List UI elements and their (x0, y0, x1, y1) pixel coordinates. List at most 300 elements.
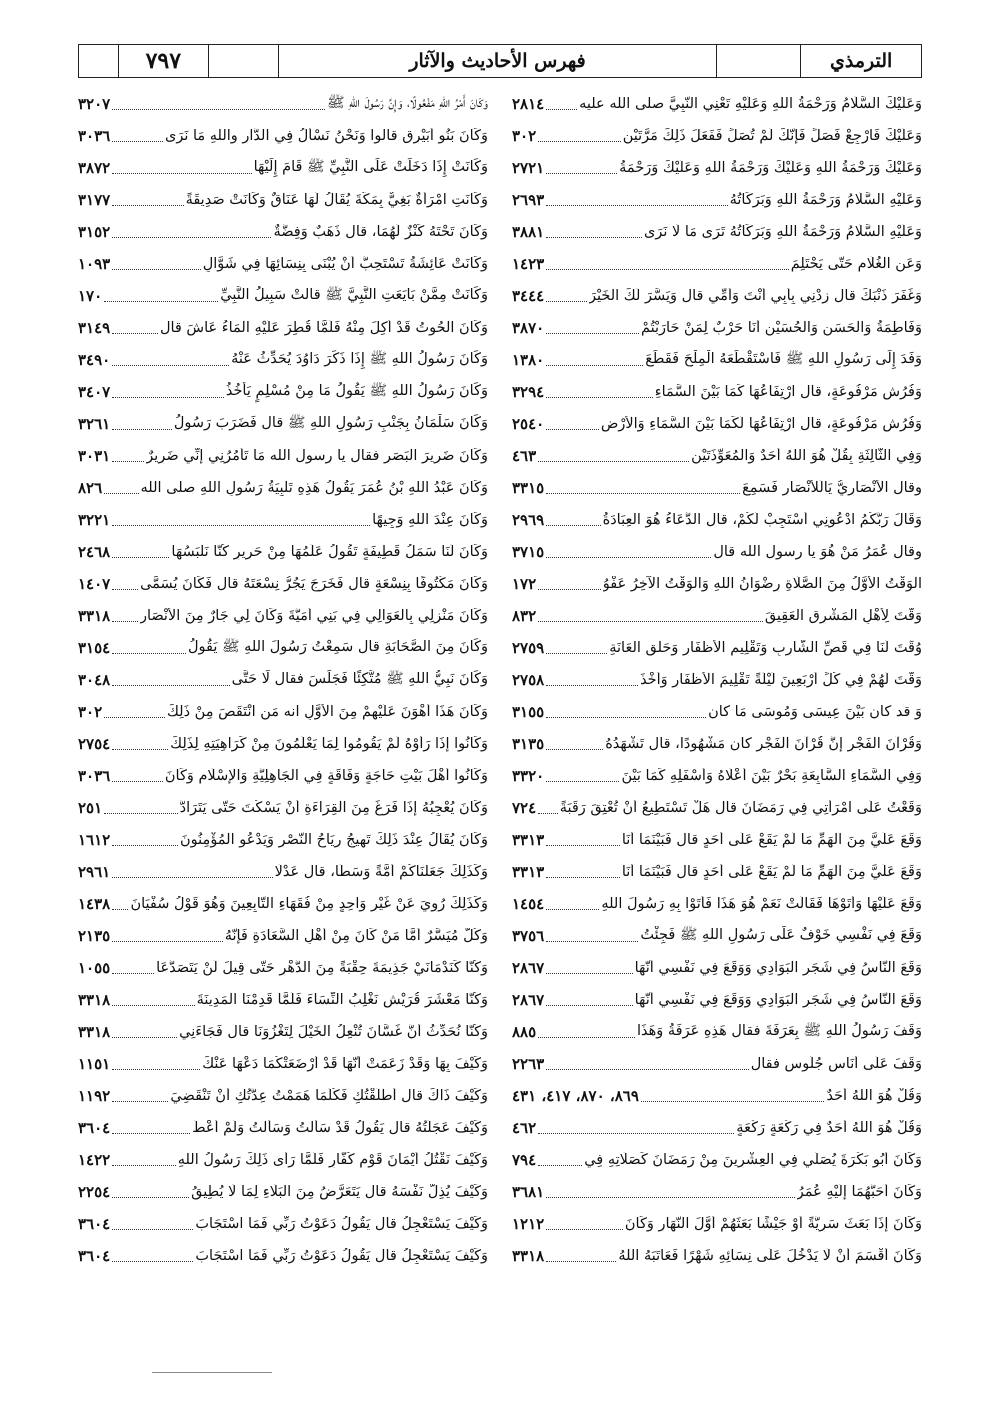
entry-text: وَكَانَ مَنْزِلِي بِالْعَوَالِي فِي بَنِي أُمَيَّةَ وَكَانَ لِي جَارٌ مِنَ الْأَنْصَارِ (139, 608, 488, 624)
index-entry (78, 792, 488, 824)
leader-dots (546, 845, 620, 846)
index-entry (78, 152, 488, 184)
entry-number: ١٤٠٧ (78, 575, 111, 593)
index-entry (512, 600, 922, 632)
leader-dots (112, 589, 138, 590)
entry-number: ١٤٢٢ (78, 1151, 111, 1169)
leader-dots (538, 813, 558, 814)
entry-number: ٢٩٦١ (78, 863, 111, 881)
leader-dots (112, 365, 229, 366)
entry-text: وَكَانَ أَحَبَّهُمَا إِلَيْهِ عُمَرُ (796, 1184, 922, 1200)
index-entry (512, 856, 922, 888)
index-entry (512, 440, 922, 472)
entry-number: ٢٢٦٣ (512, 1055, 545, 1073)
index-entry (512, 792, 922, 824)
index-entry (78, 1144, 488, 1176)
index-entry (78, 824, 488, 856)
header-blank-cell (79, 45, 119, 77)
entry-number: ٤٦٣ (512, 447, 537, 465)
entry-text: وَكَيْفَ بِهَا وَقَدْ زَعَمَتْ أَنَّهَا قَدْ أَرْضَعَتْكُمَا دَعْهَا عَنْكَ (202, 1056, 488, 1072)
index-entry (512, 472, 922, 504)
entry-number: ١٤٥٤ (512, 895, 545, 913)
index-entry (78, 120, 488, 152)
entry-text: وَكَانُوا أَهْلَ بَيْتِ حَاجَةٍ وَفَاقَةٍ فِي الْجَاهِلِيَّةِ وَالْإِسْلَامِ وَكَانَ (164, 768, 488, 784)
entry-text: وَكَانَتْ عَائِشَةُ تَسْتَحِبُّ أَنْ يُبْنَى بِنِسَائِهَا فِي شَوَّالٍ (202, 256, 488, 272)
entry-number: ٣٧١٥ (512, 543, 545, 561)
leader-dots (112, 653, 186, 654)
entry-text: وَكَانَ أَمْرُ اللهِ مَفْعُولًا، وَإِنَّ رَسُولَ اللهِ ﷺ (326, 94, 488, 111)
entry-number: ٣١٤٩ (78, 319, 111, 337)
entry-text: وَفُرُشٍ مَرْفُوعَةٍ، قال ارْتِفَاعُهَا لَكَمَا بَيْنَ السَّمَاءِ وَالْأَرْضِ (600, 416, 922, 432)
leader-dots (104, 717, 165, 718)
entry-number: ٣١٧٧ (78, 191, 111, 209)
entry-number: ٨٣٢ (512, 607, 537, 625)
leader-dots (538, 1165, 582, 1166)
leader-dots (112, 1101, 168, 1102)
entry-text: وَكُنَّا مَعْشَرَ قُرَيْشٍ نَغْلِبُ النِّسَاءَ فَلَمَّا قَدِمْنَا الْمَدِينَةَ (196, 992, 488, 1008)
entry-number: ٣١٥٢ (78, 223, 111, 241)
entry-number: ٣٤٤٤ (512, 287, 545, 305)
leader-dots (538, 141, 621, 142)
index-entry (512, 1048, 922, 1080)
entry-text: وَكُنَّا كَنَدْمَانَيْ جَذِيمَةَ حِقْبَةً مِنَ الدَّهْرِ حَتَّى قِيلَ لَنْ يَتَصَدَّعَا (156, 960, 488, 976)
index-entry (78, 664, 488, 696)
entry-number: ٢٧٥٩ (512, 639, 545, 657)
entry-text: وَكَانَ رَسُولُ اللهِ ﷺ إِذَا ذَكَرَ دَاوُدَ يُحَدِّثُ عَنْهُ (231, 350, 488, 367)
leader-dots (104, 493, 138, 494)
index-entry (512, 1176, 922, 1208)
leader-dots (546, 1069, 748, 1070)
entry-number: ٢٤٦٨ (78, 543, 111, 561)
leader-dots (546, 909, 599, 910)
entry-text: وَقَعَ عَلَيْهَا وَأَتَوْهَا فَقَالَتْ نَعَمْ هُوَ هَذَا فَأَتَوْا بِهِ رَسُولَ اللهِ (601, 896, 922, 912)
leader-dots (538, 621, 763, 622)
entry-text: وَعَنِ الْغُلَامِ حَتَّى يَحْتَلِمَ (790, 256, 922, 272)
leader-dots (546, 173, 617, 174)
entry-text: وَعَلَيْكَ فَارْجِعْ فَصَلِّ فَإِنَّكَ لَمْ تُصَلِّ فَفَعَلَ ذَلِكَ مَرَّتَيْنِ (622, 128, 922, 144)
leader-dots (546, 333, 639, 334)
index-entry (512, 312, 922, 344)
index-entry (78, 600, 488, 632)
index-entry (78, 1240, 488, 1272)
leader-dots (112, 269, 200, 270)
entry-number: ٣٠٤٨ (78, 671, 111, 689)
entry-number: ٢٨٦٧ (512, 991, 545, 1009)
entry-text: وَعَلَيْهِ السَّلَامُ وَرَحْمَةُ اللهِ وَبَرَكَاتُهُ (729, 192, 922, 208)
entry-number: ٣٣١٨ (78, 991, 111, 1009)
entry-number: ٣٤٠٧ (78, 383, 111, 401)
leader-dots (112, 845, 178, 846)
entry-number: ٧٩٤ (512, 1151, 537, 1169)
entry-number: ٣٣١٨ (512, 1247, 545, 1265)
leader-dots (112, 1133, 190, 1134)
index-entry (78, 408, 488, 440)
entry-text: وَقَعَ عَلَيَّ مِنَ الْهَمِّ مَا لَمْ يَقَعْ عَلَى أَحَدٍ قال فَبَيْنَمَا أَنَا (621, 832, 922, 848)
entry-number: ٢٧٢١ (512, 159, 545, 177)
entry-text: وَكَانَ نَبِيُّ اللهِ ﷺ مُتَّكِئًا فَجَلَسَ فقال لَا حَتَّى (231, 670, 488, 687)
right-column (500, 88, 922, 1348)
entry-number: ١١٥١ (78, 1055, 111, 1073)
entry-number: ٣٣٢٠ (512, 767, 545, 785)
entry-text: وقال عُمَرُ مَنْ هُوَ يا رسول الله قال (713, 544, 922, 560)
entry-number: ٣٣١٣ (512, 863, 545, 881)
entry-text: وَقَعَ فِي نَفْسِي خَوْفٌ عَلَى رَسُولِ اللهِ ﷺ فَجِئْتُ (640, 926, 922, 943)
index-entry (78, 952, 488, 984)
index-entry (78, 760, 488, 792)
leader-dots (546, 109, 577, 110)
leader-dots (538, 1037, 635, 1038)
entry-number: ٣٧٥٦ (512, 927, 545, 945)
footer-rule (152, 1372, 272, 1373)
entry-number: ٣٠٢ (78, 703, 103, 721)
leader-dots (546, 557, 711, 558)
left-column (78, 88, 500, 1348)
entry-number: ١٧٠ (78, 287, 103, 305)
index-entry (78, 1080, 488, 1112)
index-entry (78, 88, 488, 120)
entry-number: ٢٢٥٤ (78, 1183, 111, 1201)
entry-text: وَكَانَ مِنَ الصَّحَابَةِ قال سَمِعْتُ رَسُولَ اللهِ ﷺ يَقُولُ (187, 638, 488, 655)
entry-number: ١٠٩٣ (78, 255, 111, 273)
entry-text: وَقَعَ النَّاسُ فِي شَجَرِ الْبَوَادِي وَوَقَعَ فِي نَفْسِي أَنَّهَا (634, 992, 922, 1008)
index-entry (78, 984, 488, 1016)
leader-dots (112, 1229, 193, 1230)
index-entry (78, 440, 488, 472)
leader-dots (112, 1069, 200, 1070)
leader-dots (538, 461, 689, 462)
leader-dots (112, 237, 271, 238)
entry-text: وَكُلٌّ مُيَسَّرٌ أَمَّا مَنْ كَانَ مِنْ أَهْلِ السَّعَادَةِ فَإِنَّهُ (224, 928, 488, 944)
entry-text: وَعَلَيْهِ السَّلَامُ وَرَحْمَةُ اللهِ وَبَرَكَاتُهُ تَرَى مَا لَا نَرَى (643, 224, 922, 240)
leader-dots (546, 1261, 616, 1262)
leader-dots (112, 397, 224, 398)
index-entry (512, 344, 922, 376)
entry-text: وَكَذَلِكَ جَعَلْنَاكُمْ أُمَّةً وَسَطًا، قال عَدْلًا (274, 864, 488, 880)
leader-dots (112, 749, 168, 750)
entry-number: ٣٨٧٠ (512, 319, 545, 337)
entry-text: وَقَّتَ لَهُمْ فِي كُلِّ أَرْبَعِينَ لَيْلَةً تَقْلِيمَ الْأَظْفَارِ وَأَخْذَ (640, 672, 922, 688)
entry-number: ٢٩٦٩ (512, 511, 545, 529)
index-entry (512, 952, 922, 984)
entry-number: ٣٤٩٠ (78, 351, 111, 369)
book-name: الترمذي (829, 50, 893, 72)
entry-number: ٨٦٩، ٨٧٠، ٤١٧، ٤٣١ (512, 1087, 639, 1105)
entry-text: وَكَانَ سَلْمَانُ بِجَنْبِ رَسُولِ اللهِ ﷺ قال فَضَرَبَ رَسُولُ (173, 414, 488, 431)
entry-number: ٣٢٩٤ (512, 383, 545, 401)
leader-dots (104, 301, 218, 302)
entry-text: وَكَانَ الْحُوتُ قَدْ أُكِلَ مِنْهُ فَلَمَّا قُطِرَ عَلَيْهِ الْمَاءُ عَاشَ قال (159, 320, 488, 336)
leader-dots (546, 301, 587, 302)
index-entry (78, 920, 488, 952)
index-entry (78, 504, 488, 536)
leader-dots (546, 749, 603, 750)
leader-dots (546, 1229, 623, 1230)
entry-number: ١٠٥٥ (78, 959, 111, 977)
leader-dots (112, 429, 172, 430)
index-entry (512, 1080, 922, 1112)
entry-number: ٣٨٧٢ (78, 159, 111, 177)
entry-text: وَعَلَيْكَ وَرَحْمَةُ اللهِ وَعَلَيْكَ وَرَحْمَةُ اللهِ وَعَلَيْكَ وَرَحْمَةُ (619, 160, 922, 176)
entry-text: وَكَيْفَ نَقْتُلُ أَيْمَانَ قَوْمٍ كُفَّارٍ فَلَمَّا رَأَى ذَلِكَ رَسُولُ اللهِ (177, 1152, 488, 1168)
index-entry (78, 888, 488, 920)
leader-dots (112, 1165, 175, 1166)
index-entry (78, 1016, 488, 1048)
index-entry (512, 216, 922, 248)
entry-number: ٢٨١٤ (512, 95, 545, 113)
index-entry (512, 1112, 922, 1144)
entry-number: ٢٥١ (78, 799, 103, 817)
leader-dots (538, 1133, 734, 1134)
entry-text: وَكَيْفَ يُذِلُّ نَفْسَهُ قال يَتَعَرَّضُ مِنَ الْبَلَاءِ لِمَا لَا يُطِيقُ (191, 1184, 488, 1200)
leader-dots (546, 397, 653, 398)
entry-number: ٣٠٢ (512, 127, 537, 145)
leader-dots (546, 685, 638, 686)
entry-text: وَكَانَ بَنُو أُبَيْرِقٍ قالوا وَنَحْنُ نَسْأَلُ فِي الدَّارِ واللهِ مَا نَرَى (164, 128, 488, 144)
entry-number: ١٤٣٨ (78, 895, 111, 913)
entry-text: وَكَيْفَ ذَاكَ قال أَطْلَقْتُكِ فَكُلَّمَا هَمَمْتُ عِدَّتُكِ أَنْ تَنْقَضِيَ (170, 1088, 488, 1104)
index-entry (512, 632, 922, 664)
entry-number: ٢٧٥٤ (78, 735, 111, 753)
entry-text: وَفُرُشٍ مَرْفُوعَةٍ، قال ارْتِفَاعُهَا كَمَا بَيْنَ السَّمَاءِ (654, 384, 922, 400)
entry-text: وَقَفَ رَسُولُ اللهِ ﷺ بِعَرَفَةَ فقال هَذِهِ عَرَفَةُ وَهَذَا (637, 1022, 922, 1039)
leader-dots (112, 1197, 189, 1198)
leader-dots (112, 525, 370, 526)
entry-text: وَكَانَ مَكْتُوفًا بِنِسْعَةٍ قال فَخَرَجَ يَجُرُّ نِسْعَتَهُ قال فَكَانَ يُسَمَّى (140, 576, 488, 592)
entry-number: ٣٠٣٦ (78, 767, 111, 785)
entry-text: وَكَيْفَ يَسْتَعْجِلُ قال يَقُولُ دَعَوْتُ رَبِّي فَمَا اسْتَجَابَ (195, 1216, 488, 1232)
entry-text: وَفِي السَّمَاءِ السَّابِعَةِ بَحْرٌ بَيْنَ أَعْلَاهُ وَأَسْفَلِهِ كَمَا بَيْنَ (621, 768, 922, 784)
index-entry (512, 984, 922, 1016)
entry-number: ٣١٥٤ (78, 639, 111, 657)
entry-text: وَعَلَيْكَ السَّلَامُ وَرَحْمَةُ اللهِ وَعَلَيْهِ تَعْنِي النَّبِيَّ صلى الله عليه (579, 96, 922, 112)
leader-dots (112, 1261, 193, 1262)
entry-text: وَفِي الثَّالِثَةِ بِقُلْ هُوَ اللهُ أَحَدٌ وَالْمُعَوِّذَتَيْنِ (691, 448, 922, 464)
index-entry (512, 280, 922, 312)
entry-number: ٢٨٦٧ (512, 959, 545, 977)
index-columns (78, 88, 922, 1348)
leader-dots (112, 109, 325, 110)
entry-text: وَقُلْ هُوَ اللهُ أَحَدٌ فِي رَكْعَةٍ رَكْعَةٍ (736, 1120, 922, 1136)
entry-text: وَكَانَتِ امْرَأَةٌ بَغِيٌّ بِمَكَّةَ يُقَالُ لَهَا عَنَاقٌ وَكَانَتْ صَدِيقَةً (185, 192, 488, 208)
leader-dots (112, 333, 158, 334)
entry-text: وَكَانَ عِنْدَ اللهِ وَجِيهًا (372, 512, 488, 528)
entry-number: ٣٠٣١ (78, 447, 111, 465)
entry-number: ٣١٥٥ (512, 703, 545, 721)
entry-number: ٣٠٣٦ (78, 127, 111, 145)
index-entry (78, 856, 488, 888)
entry-number: ٨٢٦ (78, 479, 103, 497)
index-entry (512, 888, 922, 920)
entry-text: وَقَعَ النَّاسُ فِي شَجَرِ الْبَوَادِي وَوَقَعَ فِي نَفْسِي أَنَّهَا (634, 960, 922, 976)
leader-dots (546, 525, 600, 526)
leader-dots (546, 941, 638, 942)
leader-dots (104, 813, 177, 814)
leader-dots (546, 237, 642, 238)
leader-dots (546, 269, 789, 270)
index-entry (512, 728, 922, 760)
entry-text: وقال الْأَنْصَارِيُّ يَالَلْأَنْصَارِ فَسَمِعَ (742, 480, 922, 496)
entry-number: ١٤٢٣ (512, 255, 545, 273)
entry-number: ٣٢٠٧ (78, 95, 111, 113)
entry-text: وَقَّتَ لِأَهْلِ الْمَشْرِقِ الْعَقِيقَ (764, 608, 922, 624)
index-entry (512, 536, 922, 568)
leader-dots (546, 973, 632, 974)
entry-text: وَقُلْ هُوَ اللهُ أَحَدٌ (826, 1088, 922, 1104)
leader-dots (112, 621, 138, 622)
leader-dots (546, 877, 620, 878)
index-entry (512, 504, 922, 536)
entry-text: وَكَانُوا إِذَا رَأَوْهُ لَمْ يَقُومُوا لِمَا يَعْلَمُونَ مِنْ كَرَاهِيَتِهِ لِذَلِكَ (170, 736, 488, 752)
entry-number: ٤٦٢ (512, 1119, 537, 1137)
entry-text: وَكَانَ ضَرِيرَ الْبَصَرِ فقال يا رسول الله مَا تَأْمُرُنِي إِنِّي ضَرِيرٌ (146, 448, 488, 464)
entry-number: ٣٨٨١ (512, 223, 545, 241)
header-blank-cell (717, 45, 801, 77)
entry-number: ٣٦٠٤ (78, 1215, 111, 1233)
entry-text: وَغَفَرَ ذَنْبَكَ قال زِدْنِي بِأَبِي أَنْتَ وَأُمِّي قال وَيَسَّرَ لَكَ الْخَيْرَ (588, 288, 922, 304)
entry-number: ٧٢٤ (512, 799, 537, 817)
index-entry (78, 632, 488, 664)
entry-text: وَكَانَ تَحْتَهُ كَنْزٌ لَهُمَا، قال ذَهَبٌ وَفِضَّةٌ (273, 224, 488, 240)
entry-text: وَكَانَتْ مِمَّنْ بَايَعَتِ النَّبِيَّ ﷺ قالتْ سَبِيلُ النَّبِيِّ (220, 286, 488, 303)
leader-dots (112, 205, 183, 206)
entry-text: وَقَعْتُ عَلَى امْرَأَتِي فِي رَمَضَانَ قال هَلْ تَسْتَطِيعُ أَنْ تُعْتِقَ رَقَبَةً (559, 800, 922, 816)
index-entry (512, 920, 922, 952)
index-entry (78, 184, 488, 216)
index-entry (512, 696, 922, 728)
entry-text: وَكَانَتْ إِذَا دَخَلَتْ عَلَى النَّبِيِّ ﷺ قَامَ إِلَيْهَا (253, 158, 488, 175)
index-entry (512, 824, 922, 856)
entry-text: وَقَعَ عَلَيَّ مِنَ الْهَمِّ مَا لَمْ يَقَعْ عَلَى أَحَدٍ قال فَبَيْنَمَا أَنَا (621, 864, 922, 880)
index-entry (512, 408, 922, 440)
entry-text: وَكَانَ لَنَا سَمَلُ قَطِيفَةٍ تَقُولُ عَلَمُهَا مِنْ حَرِيرٍ كُنَّا نَلْبَسُهَا (171, 544, 488, 560)
index-entry (78, 344, 488, 376)
index-entry (78, 568, 488, 600)
entry-number: ١٧٢ (512, 575, 537, 593)
leader-dots (112, 685, 229, 686)
entry-number: ٣٦٠٤ (78, 1247, 111, 1265)
index-entry (78, 472, 488, 504)
index-entry (78, 1112, 488, 1144)
index-entry (78, 376, 488, 408)
index-entry (512, 376, 922, 408)
index-entry (512, 1144, 922, 1176)
leader-dots (538, 589, 601, 590)
leader-dots (546, 429, 599, 430)
entry-text: وُقِّتَ لَنَا فِي قَصِّ الشَّارِبِ وَتَقْلِيمِ الْأَظْفَارِ وَحَلْقِ الْعَانَةِ (609, 640, 922, 656)
entry-number: ٢١٣٥ (78, 927, 111, 945)
index-entry (512, 1208, 922, 1240)
index-entry (78, 248, 488, 280)
leader-dots (546, 781, 619, 782)
index-entry (78, 536, 488, 568)
entry-text: وَقَالَ رَبُّكُمُ ادْعُونِي أَسْتَجِبْ لَكُمْ، قال الدُّعَاءُ هُوَ الْعِبَادَةُ (602, 512, 922, 528)
leader-dots (112, 557, 169, 558)
index-entry (512, 152, 922, 184)
index-entry (78, 280, 488, 312)
entry-number: ٣٣١٨ (78, 1023, 111, 1041)
index-entry (512, 664, 922, 696)
entry-text: وَكُنَّا نُحَدِّثُ أَنَّ غَسَّانَ تُنْعِلُ الْخَيْلَ لِتَغْزُوَنَا قال فَجَاءَنِي (179, 1024, 488, 1040)
leader-dots (546, 493, 740, 494)
index-entry (78, 1208, 488, 1240)
entry-number: ١٣٨٠ (512, 351, 545, 369)
page-header (78, 44, 922, 78)
header-blank-cell (209, 45, 279, 77)
leader-dots (112, 461, 144, 462)
entry-text: وَفَاطِمَةُ وَالْحَسَنِ وَالْحُسَيْنِ أَنَا حَرْبٌ لِمَنْ حَارَبْتُمْ (640, 320, 922, 336)
page-title: فهرس الأحاديث والآثار (279, 45, 718, 77)
entry-text: وَ قد كان بَيْنَ عِيسَى وَمُوسَى مَا كان (708, 704, 922, 720)
entry-text: وَكَانَ يُقَالُ عِنْدَ ذَلِكَ تَهِيجُ رِيَاحُ النَّصْرِ وَيَدْعُو الْمُؤْمِنُونَ (180, 832, 488, 848)
entry-text: وَكَانَ رَسُولُ اللهِ ﷺ يَقُولُ مَا مِنْ مُسْلِمٍ يَأْخُذُ (225, 382, 488, 399)
entry-text: الْوَقْتُ الْأَوَّلُ مِنَ الصَّلَاةِ رِضْوَانُ اللهِ وَالْوَقْتُ الْآخِرُ عَفْوُ (602, 576, 922, 592)
index-entry (78, 1048, 488, 1080)
entry-text: وَكَانَ عَبْدُ اللهِ بْنُ عُمَرَ يَقُولُ هَذِهِ تَلْبِيَةُ رَسُولِ اللهِ صلى الله (140, 480, 488, 496)
leader-dots (546, 205, 727, 206)
entry-text: وَفَدَ إِلَى رَسُولِ اللهِ ﷺ فَاسْتَقْطَعَهُ الْمِلْحَ فَقَطَعَ (645, 350, 922, 367)
leader-dots (546, 653, 607, 654)
index-entry (512, 88, 922, 120)
leader-dots (112, 1005, 194, 1006)
entry-number: ١٦١٢ (78, 831, 111, 849)
entry-number: ٣٦٠٤ (78, 1119, 111, 1137)
entry-number: ٢٧٥٨ (512, 671, 545, 689)
entry-number: ٣٣١٥ (512, 479, 545, 497)
index-entry (78, 216, 488, 248)
index-entry (78, 696, 488, 728)
leader-dots (546, 1197, 794, 1198)
entry-number: ١١٩٢ (78, 1087, 111, 1105)
entry-text: وَكَانَ أَبُو بَكْرَةَ يُصَلِّي فِي الْعِشْرِينَ مِنْ رَمَضَانَ كَصَلَاتِهِ فِي (584, 1152, 922, 1168)
index-entry (512, 568, 922, 600)
entry-text: وَكَيْفَ عَجَلَتُهُ قال يَقُولُ قَدْ سَأَلْتُ وَسَأَلْتُ وَلَمْ أُعْطَ (192, 1120, 488, 1136)
entry-number: ٣٦٨١ (512, 1183, 545, 1201)
leader-dots (112, 973, 154, 974)
entry-text: وَقَفَ عَلَى أُنَاسٍ جُلُوسٍ فقال (750, 1056, 922, 1072)
leader-dots (546, 365, 643, 366)
leader-dots (112, 141, 163, 142)
entry-number: ٣٢٢١ (78, 511, 111, 529)
entry-text: وَكَانَ إِذَا بَعَثَ سَرِيَّةً أَوْ جَيْشًا بَعَثَهُمْ أَوَّلَ النَّهَارِ وَكَانَ (624, 1216, 922, 1232)
leader-dots (546, 717, 706, 718)
entry-number: ٣٣١٨ (78, 607, 111, 625)
entry-text: وَكَانَ أَقْسَمَ أَنْ لَا يَدْخُلَ عَلَى نِسَائِهِ شَهْرًا فَعَاتَبَهُ اللهُ (618, 1248, 922, 1264)
entry-text: وَكَيْفَ يَسْتَعْجِلُ قال يَقُولُ دَعَوْتُ رَبِّي فَمَا اسْتَجَابَ (195, 1248, 488, 1264)
index-entry (512, 184, 922, 216)
leader-dots (112, 781, 163, 782)
entry-number: ٢٥٤٠ (512, 415, 545, 433)
index-entry (78, 312, 488, 344)
entry-text: وَكَذَلِكَ رُوِيَ عَنْ غَيْرِ وَاحِدٍ مِنْ فُقَهَاءِ التَّابِعِينَ وَهُوَ قَوْلُ سُفْيَانَ (130, 896, 488, 912)
index-entry (512, 1240, 922, 1272)
entry-text: وَكَانَ هَذَا أَهْوَنَ عَلَيْهِمْ مِنَ الْأَوَّلِ انه مَنِ انْتَقَصَ مِنْ ذَلِكَ (166, 704, 488, 720)
leader-dots (112, 173, 251, 174)
leader-dots (546, 1005, 632, 1006)
entry-number: ١٢١٢ (512, 1215, 545, 1233)
entry-number: ٨٨٥ (512, 1023, 537, 1041)
index-entry (512, 760, 922, 792)
leader-dots (112, 941, 222, 942)
index-entry (512, 248, 922, 280)
leader-dots (641, 1101, 825, 1102)
index-entry (512, 120, 922, 152)
leader-dots (112, 877, 272, 878)
index-entry (512, 1016, 922, 1048)
entry-number: ٢٦٩٣ (512, 191, 545, 209)
entry-text: وَقُرْآنَ الْفَجْرِ إِنَّ قُرْآنَ الْفَجْرِ كان مَشْهُودًا، قال تَشْهَدُهُ (605, 736, 922, 752)
page-number: ٧٩٧ (119, 45, 209, 77)
entry-number: ٣١٣٥ (512, 735, 545, 753)
